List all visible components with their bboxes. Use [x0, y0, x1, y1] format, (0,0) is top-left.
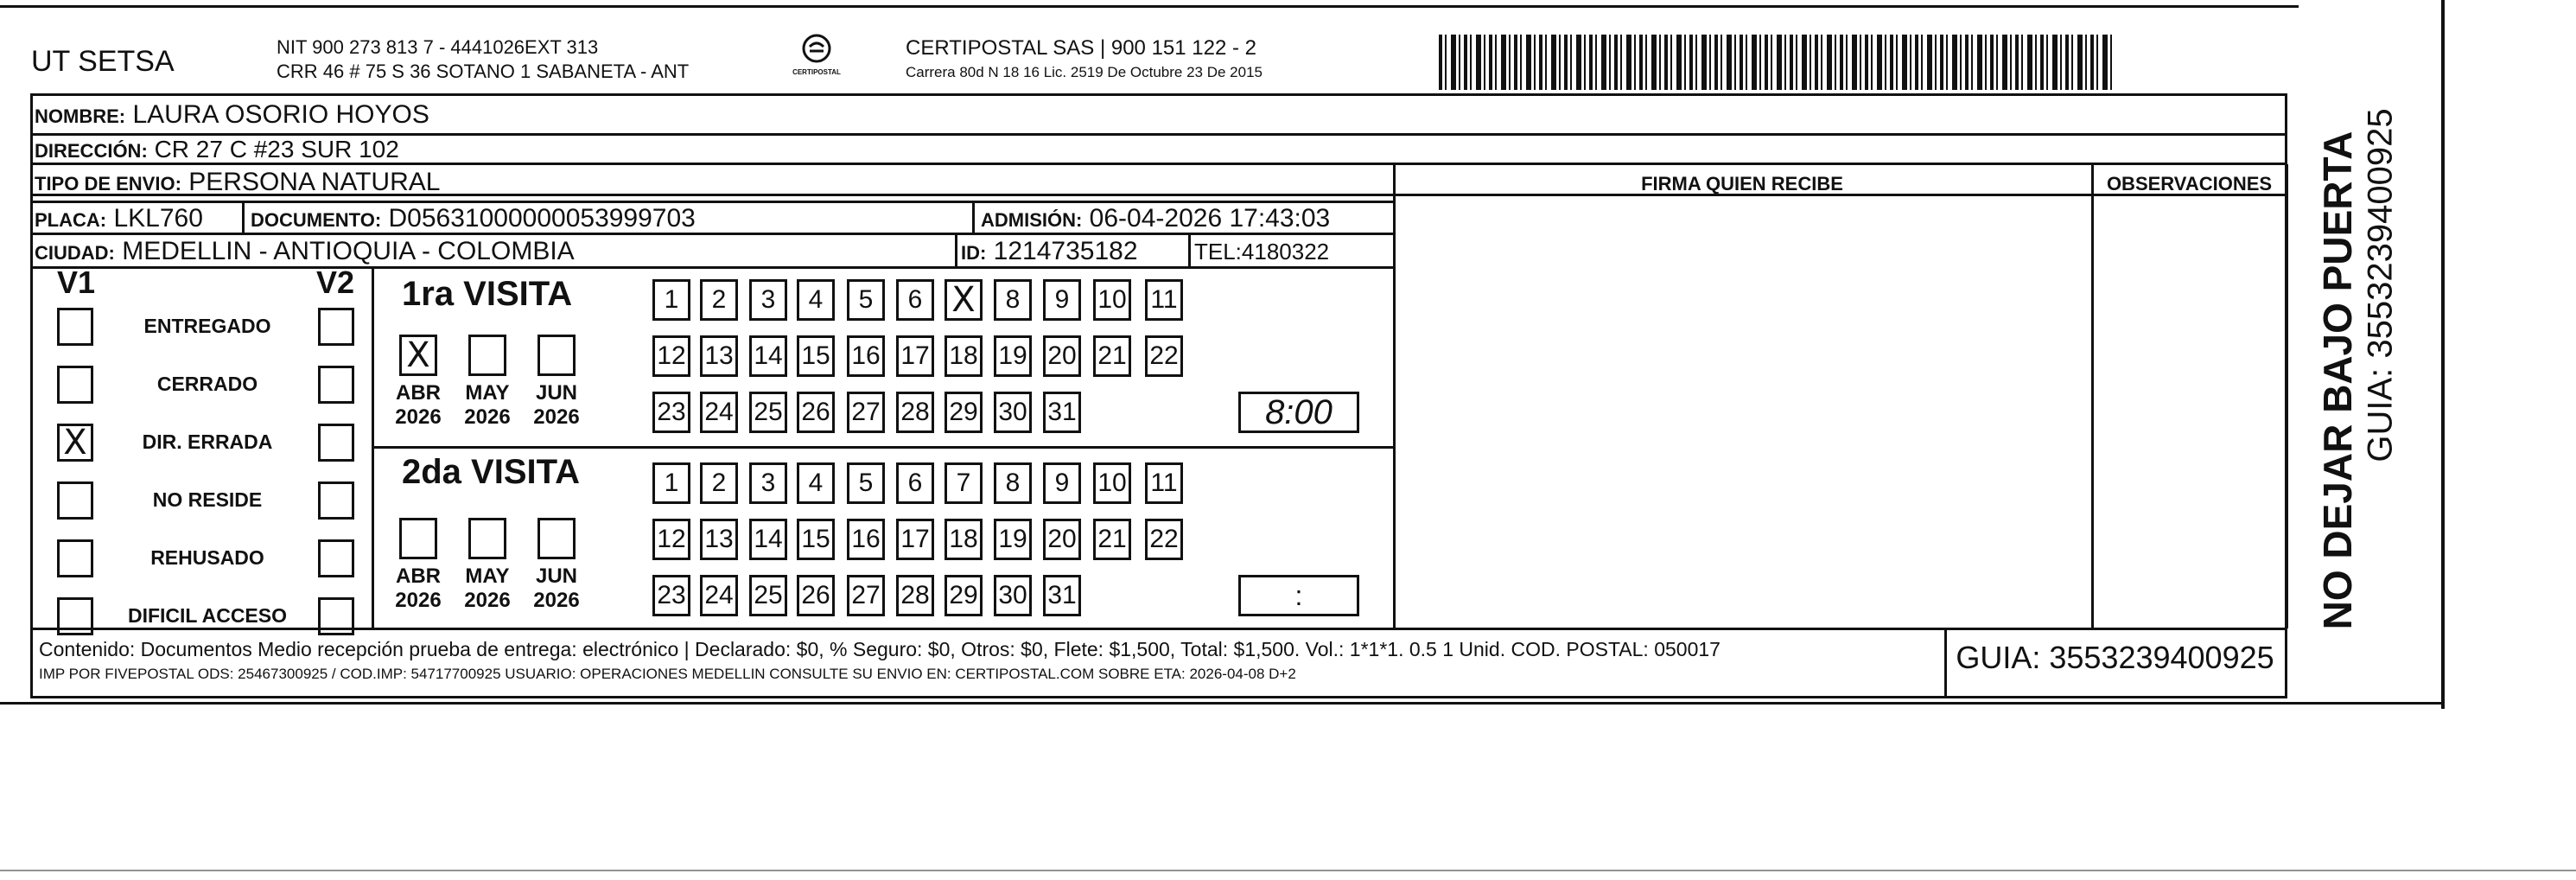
- v1-checkbox[interactable]: [57, 366, 93, 404]
- nit-line-2: CRR 46 # 75 S 36 SOTANO 1 SABANETA - ANT: [277, 61, 690, 82]
- visita2-day-box[interactable]: 13: [700, 519, 738, 560]
- nombre-label: NOMBRE:: [35, 105, 126, 127]
- visita1-day-box[interactable]: 12: [652, 335, 690, 377]
- documento-row: [251, 204, 696, 233]
- visita2-day-box[interactable]: 29: [945, 575, 983, 616]
- col-rule: [1393, 164, 1396, 628]
- month-year: 2026: [395, 589, 442, 612]
- certipostal-line-2: Carrera 80d N 18 16 Lic. 2519 De Octubre 23 De 2015: [906, 64, 1263, 80]
- footer-contenido: Contenido: Documentos Medio recepción prueba de entrega: electrónico | Declarado: $0, % Seguro: $0, Otros: $0, Flete: $1,500, Total: $1,500. Vol.: 1*1*1. 0.5 1 Unid. COD. POSTAL: 050017: [39, 638, 1721, 660]
- visita1-month-checkbox[interactable]: [468, 335, 506, 376]
- visita2-day-box[interactable]: 19: [994, 519, 1032, 560]
- visita2-day-box[interactable]: 11: [1145, 462, 1183, 504]
- firma-label: FIRMA QUIEN RECIBE: [1641, 173, 1843, 194]
- visita2-day-box[interactable]: 9: [1043, 462, 1081, 504]
- cut-line: [0, 702, 2445, 705]
- visita1-month-checkbox[interactable]: X: [399, 335, 437, 376]
- visita2-day-box[interactable]: 25: [749, 575, 787, 616]
- visita1-day-box[interactable]: 27: [847, 392, 885, 433]
- right-edge-rule: [2441, 0, 2445, 709]
- row-rule: [30, 201, 1394, 203]
- visita1-day-box[interactable]: 26: [797, 392, 835, 433]
- v2-checkbox[interactable]: [318, 481, 354, 520]
- month-year: 2026: [464, 589, 511, 612]
- visita2-time-box[interactable]: :: [1238, 575, 1359, 616]
- visita1-day-box[interactable]: 15: [797, 335, 835, 377]
- visita1-day-box[interactable]: 29: [945, 392, 983, 433]
- admision-row: [981, 204, 1330, 233]
- visita1-day-box[interactable]: 9: [1043, 279, 1081, 321]
- row-rule: [372, 446, 1393, 449]
- id-label: ID:: [961, 242, 987, 264]
- ciudad-row: [35, 237, 575, 266]
- visita1-day-box[interactable]: 14: [749, 335, 787, 377]
- direccion-value: CR 27 C #23 SUR 102: [154, 136, 399, 163]
- documento-value: D05631000000053999703: [388, 204, 696, 233]
- v1-checkbox[interactable]: [57, 597, 93, 635]
- status-label: DIFICIL ACCESO: [127, 604, 287, 627]
- visita2-day-box[interactable]: 30: [994, 575, 1032, 616]
- month-year: 2026: [395, 405, 442, 429]
- month-name: MAY: [465, 381, 510, 405]
- v2-checkbox[interactable]: [318, 308, 354, 346]
- month-name: ABR: [396, 381, 441, 405]
- visita2-day-box[interactable]: 12: [652, 519, 690, 560]
- visita2-month-checkbox[interactable]: [537, 518, 576, 559]
- tipo-label: TIPO DE ENVIO:: [35, 173, 181, 194]
- visita2-day-box[interactable]: 5: [847, 462, 885, 504]
- visita2-day-box[interactable]: 2: [700, 462, 738, 504]
- visita1-day-box[interactable]: 19: [994, 335, 1032, 377]
- visita1-day-box[interactable]: 28: [896, 392, 934, 433]
- status-label: NO RESIDE: [152, 488, 263, 511]
- month-year: 2026: [533, 589, 580, 612]
- status-label: REHUSADO: [150, 546, 264, 569]
- visita1-day-box[interactable]: 11: [1145, 279, 1183, 321]
- logo-icon: [801, 33, 832, 64]
- visita2-day-box[interactable]: 31: [1043, 575, 1081, 616]
- visita1-day-box[interactable]: 6: [896, 279, 934, 321]
- admision-value: 06-04-2026 17:43:03: [1089, 204, 1331, 233]
- visita1-day-box[interactable]: 20: [1043, 335, 1081, 377]
- direccion-label: DIRECCIÓN:: [35, 140, 148, 162]
- visita2-day-box[interactable]: 28: [896, 575, 934, 616]
- visita2-day-box[interactable]: 7: [945, 462, 983, 504]
- logo-text: CERTIPOSTAL: [792, 68, 841, 76]
- ciudad-label: CIUDAD:: [35, 242, 115, 264]
- month-label: [461, 564, 513, 613]
- nombre-row: [35, 100, 429, 130]
- month-label: [531, 381, 582, 430]
- row-rule: [30, 628, 2287, 630]
- v2-checkbox[interactable]: [318, 424, 354, 462]
- nit-line-1: NIT 900 273 813 7 - 4441026EXT 313: [277, 36, 599, 58]
- visita1-day-box[interactable]: 25: [749, 392, 787, 433]
- visita1-day-box[interactable]: X: [945, 279, 983, 321]
- visita2-day-box[interactable]: 4: [797, 462, 835, 504]
- visita2-title: 2da VISITA: [402, 453, 580, 491]
- col-rule: [972, 202, 975, 233]
- visita2-day-box[interactable]: 23: [652, 575, 690, 616]
- visita1-day-box[interactable]: 8: [994, 279, 1032, 321]
- month-name: ABR: [396, 564, 441, 588]
- tipo-value: PERSONA NATURAL: [188, 168, 441, 196]
- v1-header: V1: [57, 265, 96, 300]
- visita2-day-box[interactable]: 10: [1093, 462, 1131, 504]
- placa-value: LKL760: [113, 204, 203, 233]
- top-rule: [0, 5, 2299, 8]
- nombre-value: LAURA OSORIO HOYOS: [132, 100, 429, 129]
- v2-header: V2: [316, 265, 355, 300]
- visita2-day-box[interactable]: 6: [896, 462, 934, 504]
- certipostal-line-1: CERTIPOSTAL SAS | 900 151 122 - 2: [906, 36, 1256, 60]
- visita2-day-box[interactable]: 15: [797, 519, 835, 560]
- visita2-day-box[interactable]: 22: [1145, 519, 1183, 560]
- month-label: [392, 381, 444, 430]
- visita2-day-box[interactable]: 20: [1043, 519, 1081, 560]
- visita1-day-box[interactable]: 24: [700, 392, 738, 433]
- month-name: JUN: [535, 381, 577, 405]
- visita1-day-box[interactable]: 22: [1145, 335, 1183, 377]
- tel-value: TEL:4180322: [1194, 239, 1330, 265]
- documento-label: DOCUMENTO:: [251, 209, 382, 231]
- visita2-day-box[interactable]: 14: [749, 519, 787, 560]
- visita2-day-box[interactable]: 18: [945, 519, 983, 560]
- observaciones-label: OBSERVACIONES: [2106, 173, 2273, 194]
- visita2-day-box[interactable]: 27: [847, 575, 885, 616]
- v2-checkbox[interactable]: [318, 539, 354, 577]
- v2-checkbox[interactable]: [318, 597, 354, 635]
- col-rule: [1188, 234, 1191, 267]
- month-name: JUN: [535, 564, 577, 588]
- barcode: [1439, 35, 2113, 90]
- visita1-time-box[interactable]: 8:00: [1238, 392, 1359, 433]
- month-year: 2026: [533, 405, 580, 429]
- placa-row: [35, 204, 203, 233]
- footer-guia: GUIA: 3553239400925: [1956, 640, 2274, 675]
- v1-checkbox[interactable]: [57, 481, 93, 520]
- month-name: MAY: [465, 564, 510, 588]
- v2-checkbox[interactable]: [318, 366, 354, 404]
- month-year: 2026: [464, 405, 511, 429]
- id-value: 1214735182: [993, 237, 1138, 265]
- visita1-day-box[interactable]: 30: [994, 392, 1032, 433]
- visita1-day-box[interactable]: 23: [652, 392, 690, 433]
- visita2-day-box[interactable]: 17: [896, 519, 934, 560]
- certipostal-logo: [791, 33, 843, 76]
- visita2-day-box[interactable]: 3: [749, 462, 787, 504]
- side-guia: GUIA: 3553239400925: [2361, 108, 2400, 462]
- visita1-day-box[interactable]: 10: [1093, 279, 1131, 321]
- ciudad-value: MEDELLIN - ANTIOQUIA - COLOMBIA: [122, 237, 575, 265]
- no-dejar-bajo-puerta: NO DEJAR BAJO PUERTA: [2315, 131, 2360, 630]
- id-row: [961, 237, 1138, 266]
- visita1-day-box[interactable]: 4: [797, 279, 835, 321]
- admision-label: ADMISIÓN:: [981, 209, 1083, 231]
- visita1-day-box[interactable]: 1: [652, 279, 690, 321]
- month-label: [461, 381, 513, 430]
- visita1-day-box[interactable]: 2: [700, 279, 738, 321]
- visita2-day-box[interactable]: 8: [994, 462, 1032, 504]
- visita2-day-box[interactable]: 24: [700, 575, 738, 616]
- visita2-day-box[interactable]: 1: [652, 462, 690, 504]
- footer-imp: IMP POR FIVEPOSTAL ODS: 25467300925 / COD.IMP: 54717700925 USUARIO: OPERACIONES MEDELLIN CONSULTE SU ENVIO EN: CERTIPOSTAL.COM SOBRE ETA: 2026-04-08 D+2: [39, 666, 1296, 682]
- month-label: [531, 564, 582, 613]
- visita1-month-checkbox[interactable]: [537, 335, 576, 376]
- visita1-day-box[interactable]: 18: [945, 335, 983, 377]
- visita1-day-box[interactable]: 5: [847, 279, 885, 321]
- visita1-day-box[interactable]: 21: [1093, 335, 1131, 377]
- tipo-row: [35, 168, 440, 197]
- visita1-title: 1ra VISITA: [402, 275, 573, 313]
- visita2-month-checkbox[interactable]: [399, 518, 437, 559]
- v1-checkbox[interactable]: [57, 308, 93, 346]
- visita1-day-box[interactable]: 13: [700, 335, 738, 377]
- visita2-month-checkbox[interactable]: [468, 518, 506, 559]
- company-name: UT SETSA: [31, 45, 175, 78]
- visita2-day-box[interactable]: 16: [847, 519, 885, 560]
- visita1-day-box[interactable]: 31: [1043, 392, 1081, 433]
- col-rule: [2091, 164, 2094, 628]
- col-rule: [2286, 164, 2288, 628]
- bottom-edge: [0, 870, 2576, 871]
- v1-checkbox[interactable]: [57, 539, 93, 577]
- visita1-day-box[interactable]: 3: [749, 279, 787, 321]
- visita1-day-box[interactable]: 16: [847, 335, 885, 377]
- visita1-day-box[interactable]: 17: [896, 335, 934, 377]
- status-label: ENTREGADO: [143, 315, 271, 337]
- v1-checkbox[interactable]: X: [57, 424, 93, 462]
- placa-label: PLACA:: [35, 209, 107, 231]
- col-rule: [242, 202, 245, 233]
- status-label: CERRADO: [156, 373, 258, 395]
- month-label: [392, 564, 444, 613]
- visita2-day-box[interactable]: 26: [797, 575, 835, 616]
- status-label: DIR. ERRADA: [142, 430, 273, 453]
- direccion-row: [35, 136, 399, 163]
- visita2-day-box[interactable]: 21: [1093, 519, 1131, 560]
- col-rule: [955, 234, 957, 267]
